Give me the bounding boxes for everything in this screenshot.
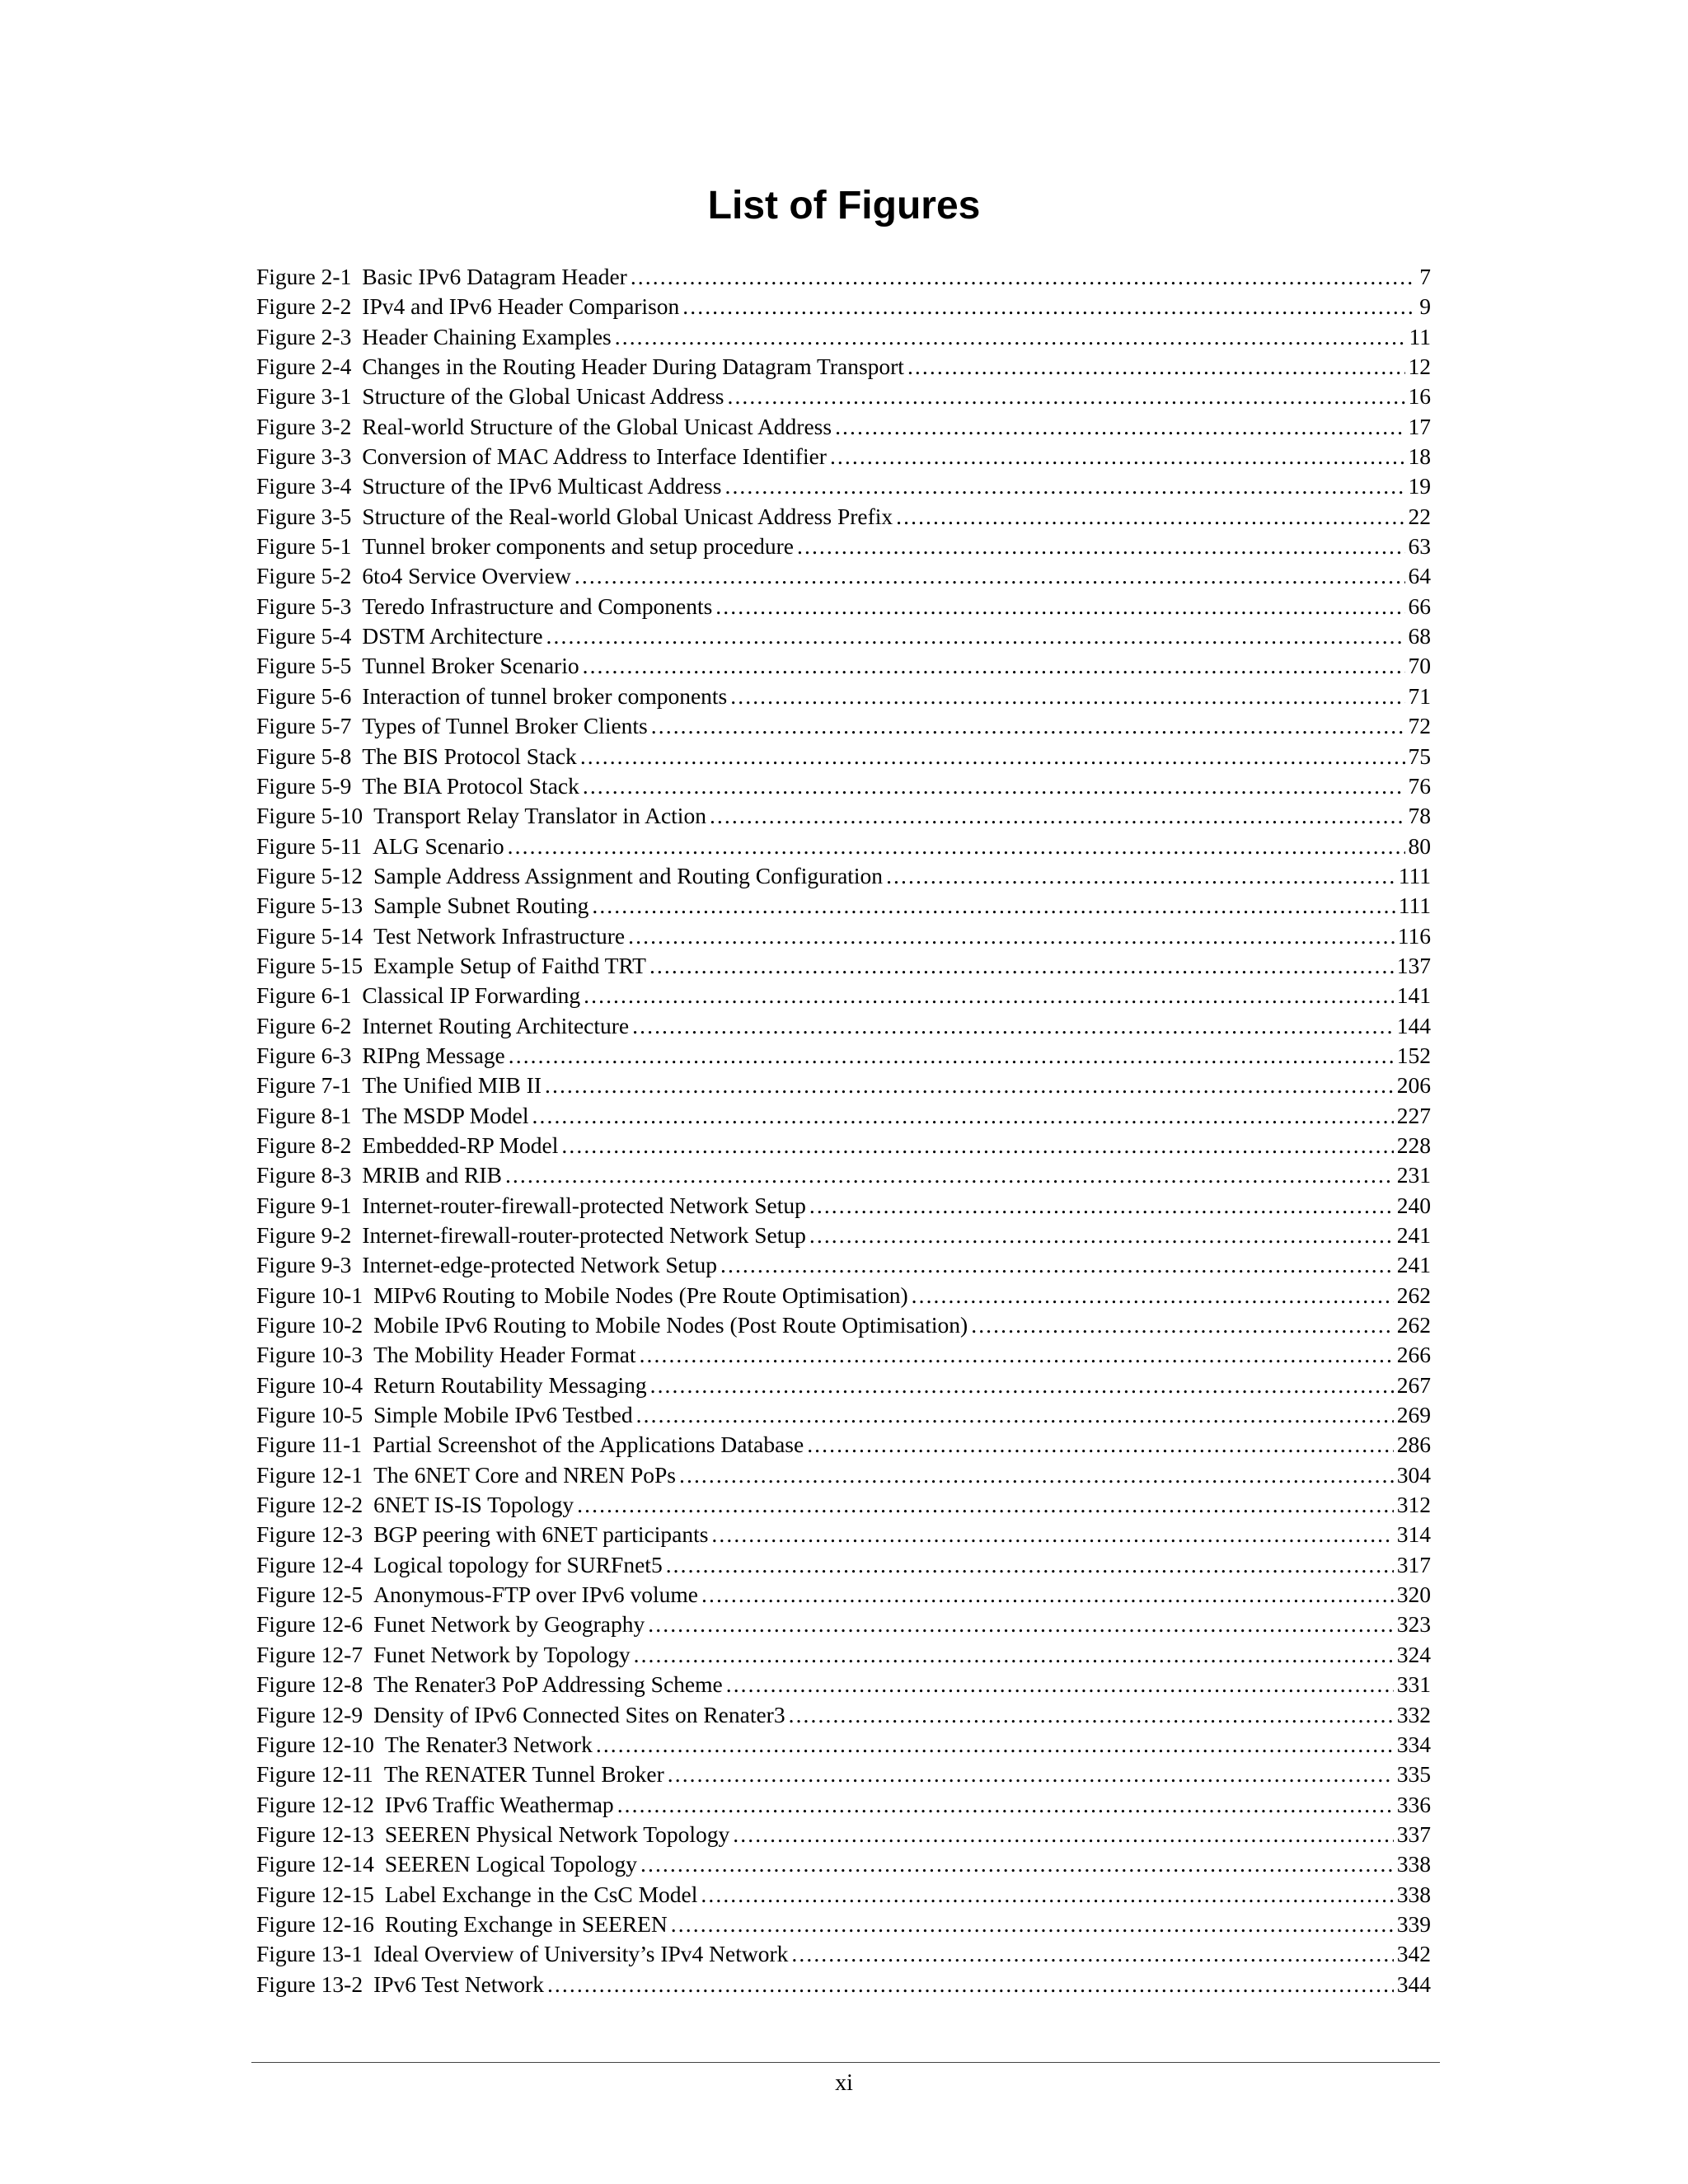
figure-entry [256,292,1431,321]
figure-label: Figure 12-2 [256,1492,363,1518]
figure-label: Figure 8-3 [256,1162,352,1188]
figure-title: Interaction of tunnel broker components [362,682,728,709]
dot-leader [896,502,1404,532]
figure-title: Basic IPv6 Datagram Header [362,264,627,289]
figure-entry [256,1371,1431,1400]
figure-entry [256,981,1431,1010]
figure-title: 6NET IS-IS Topology [373,1492,574,1518]
figure-entry [256,771,1431,801]
figure-title: Mobile IPv6 Routing to Mobile Nodes (Post Route Optimisation) [373,1312,968,1338]
figure-label: Figure 3-1 [256,383,352,410]
figure-label: Figure 5-12 [256,862,363,888]
figure-page-number: 231 [1396,1162,1431,1188]
figure-title: Internet Routing Architecture [362,1012,630,1038]
dot-leader [505,1160,1394,1190]
figure-page-number: 262 [1396,1282,1431,1308]
figure-title: Funet Network by Geography [373,1611,645,1638]
figure-entry [256,1550,1431,1580]
figure-label: Figure 12-10 [256,1731,374,1757]
dot-leader [912,1281,1394,1310]
figure-entry [256,1340,1431,1370]
figure-label: Figure 5-1 [256,533,352,560]
figure-label: Figure 5-10 [256,803,363,829]
figure-entry [256,1160,1431,1190]
figure-page-number: 11 [1409,323,1431,349]
figure-entry [256,1250,1431,1280]
dot-leader [634,1640,1394,1670]
figure-page-number: 266 [1396,1342,1431,1368]
figure-page-number: 206 [1396,1072,1431,1099]
figure-title: Return Routability Messaging [373,1371,647,1398]
figure-page-number: 337 [1396,1821,1431,1847]
dot-leader [649,951,1394,981]
figure-title: Real-world Structure of the Global Unicast Address [362,413,832,439]
figure-title: Structure of the Global Unicast Address [362,383,724,410]
figure-title: IPv6 Test Network [373,1971,544,1997]
dot-leader [561,1131,1393,1160]
figure-title: Test Network Infrastructure [373,922,626,949]
figure-label: Figure 12-1 [256,1461,363,1488]
figure-entry [256,1071,1431,1100]
figure-label: Figure 5-8 [256,743,352,769]
figure-entry [256,1011,1431,1041]
figure-page-number: 141 [1396,982,1431,1009]
figure-page-number: 12 [1408,354,1431,380]
figure-page-number: 80 [1408,832,1431,859]
figure-label: Figure 2-2 [256,293,352,320]
dot-leader [596,1730,1394,1760]
figure-entry [256,1939,1431,1969]
figure-label: Figure 9-3 [256,1252,352,1278]
dot-leader [668,1760,1394,1789]
figure-title: The MSDP Model [362,1102,529,1128]
dot-leader [592,891,1395,921]
figure-entry [256,442,1431,471]
figure-label: Figure 2-4 [256,354,352,380]
dot-leader [547,1970,1394,1999]
figure-label: Figure 12-8 [256,1671,363,1698]
figure-label: Figure 9-2 [256,1222,352,1248]
figure-page-number: 22 [1408,503,1431,529]
dot-leader [830,442,1405,471]
figure-title: Classical IP Forwarding [362,982,581,1009]
figure-page-number: 267 [1396,1371,1431,1398]
dot-leader [724,471,1404,501]
figure-title: Routing Exchange in SEEREN [384,1910,668,1937]
figure-title: Internet-router-firewall-protected Network Setup [362,1192,806,1218]
figure-entry [256,1041,1431,1071]
dot-leader [789,1700,1394,1730]
figure-title: Partial Screenshot of the Applications Database [373,1432,804,1458]
dot-leader [733,1820,1393,1849]
figure-entry [256,891,1431,921]
dot-leader [971,1310,1394,1340]
dot-leader [886,861,1395,891]
figure-label: Figure 12-12 [256,1791,374,1817]
dot-leader [807,1430,1394,1460]
figure-label: Figure 12-3 [256,1521,363,1548]
figure-page-number: 338 [1396,1881,1431,1907]
figure-label: Figure 6-3 [256,1042,352,1068]
figure-page-number: 342 [1396,1941,1431,1967]
figure-title: Logical topology for SURFnet5 [373,1551,663,1577]
figure-label: Figure 10-2 [256,1312,363,1338]
figure-entry [256,801,1431,831]
list-of-figures [256,262,1431,1999]
figure-page-number: 317 [1396,1551,1431,1577]
figure-title: The BIA Protocol Stack [362,772,579,799]
figure-title: DSTM Architecture [362,623,543,649]
figure-page-number: 64 [1408,563,1431,589]
figure-title: The RENATER Tunnel Broker [383,1761,664,1788]
figure-title: Ideal Overview of University’s IPv4 Network [373,1941,789,1967]
figure-entry [256,532,1431,561]
figure-entry [256,1310,1431,1340]
figure-entry [256,1760,1431,1789]
figure-entry [256,592,1431,621]
figure-page-number: 137 [1396,952,1431,978]
figure-title: MIPv6 Routing to Mobile Nodes (Pre Route Optimisation) [373,1282,908,1308]
figure-entry [256,1400,1431,1430]
figure-page-number: 76 [1408,772,1431,799]
figure-entry [256,1700,1431,1730]
figure-label: Figure 12-4 [256,1551,363,1577]
figure-entry [256,561,1431,591]
figure-label: Figure 12-5 [256,1582,363,1608]
figure-title: The BIS Protocol Stack [362,743,577,769]
figure-page-number: 78 [1408,803,1431,829]
figure-label: Figure 10-1 [256,1282,363,1308]
figure-title: Internet-edge-protected Network Setup [362,1252,717,1278]
figure-page-number: 335 [1396,1761,1431,1788]
figure-title: Structure of the IPv6 Multicast Address [362,473,722,499]
figure-title: Tunnel broker components and setup procedure [362,533,794,560]
dot-leader [509,1041,1394,1071]
figure-page-number: 339 [1396,1910,1431,1937]
figure-entry [256,1460,1431,1490]
dot-leader [545,1071,1394,1100]
figure-page-number: 332 [1396,1701,1431,1727]
dot-leader [508,832,1405,861]
figure-page-number: 66 [1408,593,1431,619]
figure-title: SEEREN Physical Network Topology [384,1821,730,1847]
dot-leader [574,561,1405,591]
figure-title: The Unified MIB II [362,1072,542,1099]
figure-title: Example Setup of Faithd TRT [373,952,646,978]
dot-leader [727,382,1404,411]
figure-title: ALG Scenario [373,832,504,859]
figure-title: IPv6 Traffic Weathermap [384,1791,614,1817]
figure-label: Figure 10-4 [256,1371,363,1398]
figure-label: Figure 12-13 [256,1821,374,1847]
figure-entry [256,1640,1431,1670]
figure-title: Embedded-RP Model [362,1132,559,1158]
figure-label: Figure 7-1 [256,1072,352,1099]
figure-entry [256,1221,1431,1250]
figure-label: Figure 9-1 [256,1192,352,1218]
figure-page-number: 19 [1408,473,1431,499]
figure-entry [256,1191,1431,1221]
dot-leader [701,1880,1393,1910]
figure-page-number: 312 [1396,1492,1431,1518]
figure-label: Figure 5-4 [256,623,352,649]
figure-entry [256,951,1431,981]
figure-entry [256,1131,1431,1160]
figure-page-number: 18 [1408,443,1431,470]
figure-label: Figure 10-5 [256,1402,363,1428]
dot-leader [720,1250,1394,1280]
figure-page-number: 344 [1396,1971,1431,1997]
figure-page-number: 262 [1396,1312,1431,1338]
figure-label: Figure 12-14 [256,1851,374,1877]
dot-leader [809,1191,1394,1221]
figure-entry [256,352,1431,382]
figure-page-number: 286 [1396,1432,1431,1458]
figure-page-number: 63 [1408,533,1431,560]
figure-label: Figure 13-1 [256,1941,363,1967]
figure-title: Funet Network by Topology [373,1641,631,1667]
figure-label: Figure 3-3 [256,443,352,470]
figure-title: Types of Tunnel Broker Clients [362,713,648,739]
figure-title: The 6NET Core and NREN PoPs [373,1461,676,1488]
figure-label: Figure 2-1 [256,264,352,289]
page-title: List of Figures [707,184,981,227]
dot-leader [615,322,1406,352]
figure-label: Figure 2-3 [256,323,352,349]
figure-label: Figure 8-1 [256,1102,352,1128]
dot-leader [577,1490,1394,1520]
footer-rule [251,2062,1440,2063]
dot-leader [632,1011,1394,1041]
figure-page-number: 16 [1408,383,1431,410]
figure-page-number: 269 [1396,1402,1431,1428]
figure-entry [256,262,1431,292]
dot-leader [583,651,1405,681]
figure-title: Sample Subnet Routing [373,893,589,919]
dot-leader [584,981,1394,1010]
figure-entry [256,682,1431,711]
figure-label: Figure 10-3 [256,1342,363,1368]
figure-title: Label Exchange in the CsC Model [384,1881,698,1907]
dot-leader [710,801,1405,831]
figure-entry [256,1101,1431,1131]
dot-leader [636,1400,1394,1430]
figure-title: Density of IPv6 Connected Sites on Renater3 [373,1701,785,1727]
figure-entry [256,1430,1431,1460]
dot-leader [809,1221,1394,1250]
figure-page-number: 241 [1396,1222,1431,1248]
figure-entry [256,711,1431,741]
dot-leader [583,771,1405,801]
figure-page-number: 228 [1396,1132,1431,1158]
figure-entry [256,382,1431,411]
figure-page-number: 304 [1396,1461,1431,1488]
dot-leader [715,592,1404,621]
dot-leader [679,1460,1394,1490]
figure-page-number: 331 [1396,1671,1431,1698]
figure-title: Tunnel Broker Scenario [362,653,579,679]
figure-label: Figure 5-13 [256,893,363,919]
figure-title: The Renater3 PoP Addressing Scheme [373,1671,723,1698]
figure-entry [256,502,1431,532]
dot-leader [791,1939,1393,1969]
figure-entry [256,832,1431,861]
figure-label: Figure 12-11 [256,1761,373,1788]
figure-title: The Mobility Header Format [373,1342,636,1368]
figure-entry [256,1790,1431,1820]
dot-leader [546,621,1405,651]
figure-label: Figure 6-1 [256,982,352,1009]
figure-label: Figure 13-2 [256,1971,363,1997]
figure-label: Figure 5-3 [256,593,352,619]
figure-label: Figure 12-15 [256,1881,374,1907]
figure-page-number: 324 [1396,1641,1431,1667]
figure-label: Figure 12-6 [256,1611,363,1638]
figure-page-number: 111 [1398,862,1431,888]
figure-label: Figure 5-9 [256,772,352,799]
dot-leader [682,292,1416,321]
figure-entry [256,471,1431,501]
dot-leader [617,1790,1394,1820]
figure-title: RIPng Message [362,1042,505,1068]
figure-title: Conversion of MAC Address to Interface Identifier [362,443,827,470]
figure-entry [256,412,1431,442]
figure-page-number: 314 [1396,1521,1431,1548]
figure-title: BGP peering with 6NET participants [373,1521,709,1548]
figure-title: Changes in the Routing Header During Datagram Transport [362,354,904,380]
dot-leader [835,412,1404,442]
figure-page-number: 72 [1408,713,1431,739]
figure-entry [256,1281,1431,1310]
figure-title: Internet-firewall-router-protected Network Setup [362,1222,806,1248]
figure-label: Figure 3-2 [256,413,352,439]
figure-title: Header Chaining Examples [362,323,612,349]
figure-entry [256,742,1431,771]
figure-title: MRIB and RIB [362,1162,502,1188]
figure-label: Figure 5-14 [256,922,363,949]
figure-label: Figure 12-16 [256,1910,374,1937]
dot-leader [532,1101,1394,1131]
figure-title: Teredo Infrastructure and Components [362,593,713,619]
figure-label: Figure 3-4 [256,473,352,499]
figure-page-number: 68 [1408,623,1431,649]
figure-title: The Renater3 Network [384,1731,593,1757]
figure-label: Figure 5-7 [256,713,352,739]
figure-entry [256,1880,1431,1910]
dot-leader [648,1610,1393,1639]
figure-title: Transport Relay Translator in Action [373,803,706,829]
figure-title: IPv4 and IPv6 Header Comparison [362,293,680,320]
figure-title: Anonymous-FTP over IPv6 volume [373,1582,698,1608]
figure-entry [256,621,1431,651]
dot-leader [628,921,1395,951]
figure-page-number: 7 [1419,264,1431,289]
figure-label: Figure 3-5 [256,503,352,529]
figure-label: Figure 11-1 [256,1432,363,1458]
figure-title: Sample Address Assignment and Routing Configuration [373,862,884,888]
figure-label: Figure 12-9 [256,1701,363,1727]
figure-entry [256,1520,1431,1549]
figure-entry [256,651,1431,681]
figure-label: Figure 12-7 [256,1641,363,1667]
figure-entry [256,1670,1431,1699]
figure-page-number: 320 [1396,1582,1431,1608]
dot-leader [650,1371,1394,1400]
dot-leader [666,1550,1394,1580]
figure-entry [256,1970,1431,1999]
figure-label: Figure 5-6 [256,682,352,709]
figure-page-number: 338 [1396,1851,1431,1877]
dot-leader [907,352,1405,382]
figure-label: Figure 8-2 [256,1132,352,1158]
figure-entry [256,1580,1431,1610]
figure-page-number: 9 [1419,293,1431,320]
figure-label: Figure 5-11 [256,832,363,859]
dot-leader [701,1580,1394,1610]
figure-label: Figure 5-2 [256,563,352,589]
figure-entry [256,861,1431,891]
figure-entry [256,1610,1431,1639]
figure-entry [256,322,1431,352]
dot-leader [711,1520,1393,1549]
dot-leader [671,1910,1394,1939]
figure-title: 6to4 Service Overview [362,563,571,589]
figure-page-number: 336 [1396,1791,1431,1817]
figure-title: SEEREN Logical Topology [384,1851,637,1877]
figure-page-number: 144 [1396,1012,1431,1038]
figure-title: Simple Mobile IPv6 Testbed [373,1402,633,1428]
figure-page-number: 241 [1396,1252,1431,1278]
figure-entry [256,1849,1431,1879]
figure-page-number: 70 [1408,653,1431,679]
figure-page-number: 116 [1397,922,1431,949]
dot-leader [726,1670,1394,1699]
figure-page-number: 334 [1396,1731,1431,1757]
figure-entry [256,921,1431,951]
figure-page-number: 75 [1408,743,1431,769]
figure-label: Figure 6-2 [256,1012,352,1038]
figure-entry [256,1910,1431,1939]
figure-page-number: 240 [1396,1192,1431,1218]
dot-leader [640,1340,1394,1370]
dot-leader [631,262,1416,292]
figure-entry [256,1490,1431,1520]
figure-page-number: 227 [1396,1102,1431,1128]
figure-page-number: 71 [1408,682,1431,709]
figure-entry [256,1730,1431,1760]
figure-entry [256,1820,1431,1849]
figure-label: Figure 5-5 [256,653,352,679]
figure-page-number: 152 [1396,1042,1431,1068]
dot-leader [580,742,1405,771]
figure-page-number: 17 [1408,413,1431,439]
figure-label: Figure 5-15 [256,952,363,978]
page-number: xi [835,2070,853,2096]
dot-leader [730,682,1404,711]
dot-leader [640,1849,1394,1879]
dot-leader [797,532,1405,561]
figure-page-number: 111 [1398,893,1431,919]
dot-leader [651,711,1405,741]
figure-title: Structure of the Real-world Global Unicast Address Prefix [362,503,893,529]
figure-page-number: 323 [1396,1611,1431,1638]
